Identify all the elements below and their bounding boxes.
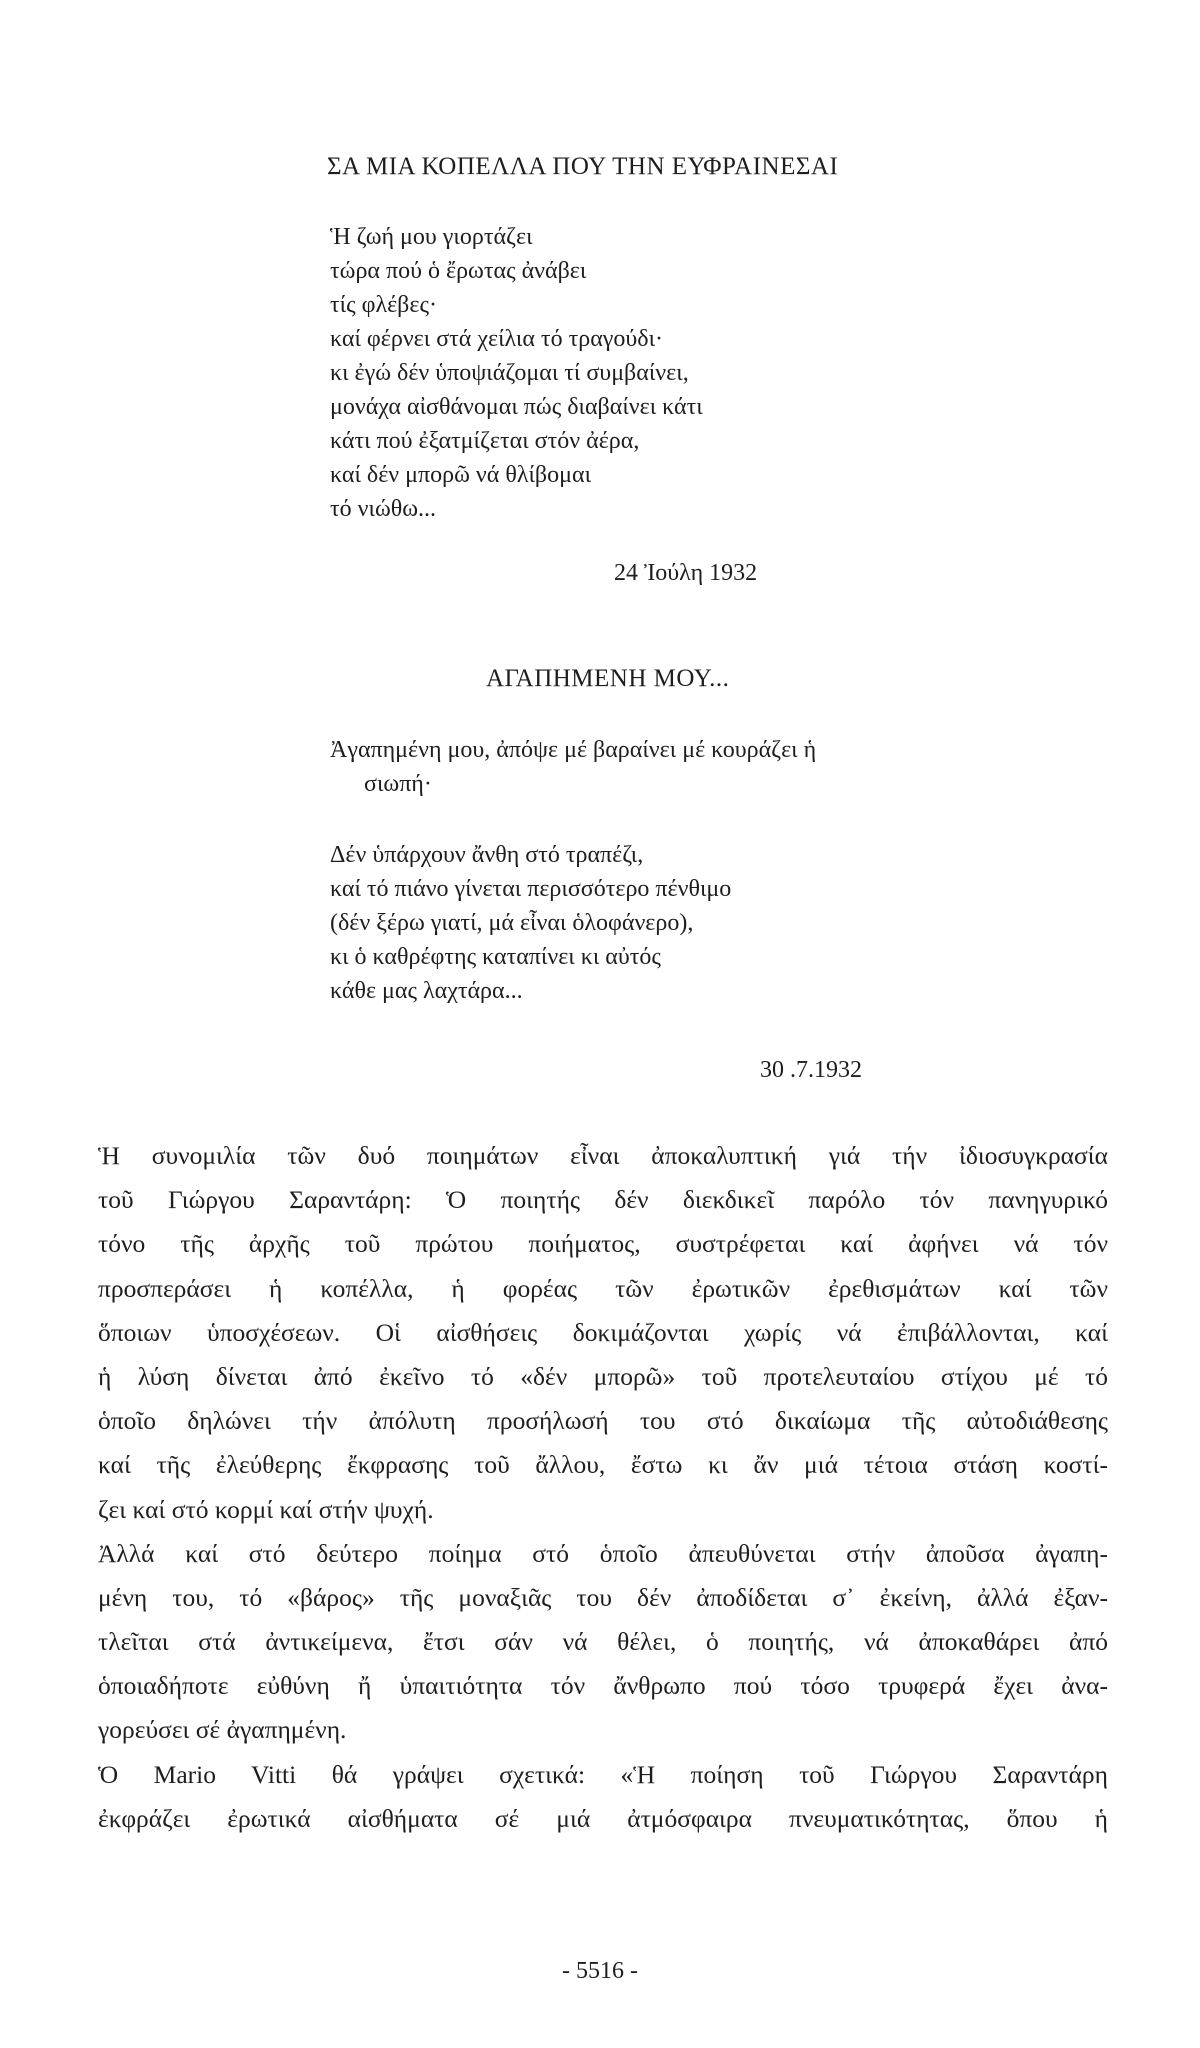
verse-line: κι ἐγώ δέν ὑποψιάζομαι τί συμβαίνει, <box>330 360 689 386</box>
prose-line: τλεῖται στά ἀντικείμενα, ἔτσι σάν νά θέλει, ὁ ποιητής, νά ἀποκαθάρει ἀπό <box>98 1627 1108 1657</box>
verse-line: μονάχα αἰσθάνομαι πώς διαβαίνει κάτι <box>330 394 703 420</box>
prose-line: μένη του, τό «βάρος» τῆς μοναξιᾶς του δέν ἀποδίδεται σ᾽ ἐκείνη, ἀλλά ἐξαν- <box>98 1582 1108 1612</box>
verse-line: καί τό πιάνο γίνεται περισσότερο πένθιμο <box>330 876 732 902</box>
verse-line: κάτι πού ἐξατμίζεται στόν ἀέρα, <box>330 428 640 454</box>
prose-line: Ὁ Mario Vitti θά γράψει σχετικά: «Ἡ ποίηση τοῦ Γιώργου Σαραντάρη <box>98 1759 1108 1789</box>
verse-line: κι ὁ καθρέφτης καταπίνει κι αὐτός <box>330 944 661 970</box>
poem1-title: ΣΑ ΜΙΑ ΚΟΠΕΛΛΑ ΠΟΥ ΤΗΝ ΕΥΦΡΑΙΝΕΣΑΙ <box>327 153 839 180</box>
poem2-stanza <box>330 838 731 1008</box>
prose-line: ἡ λύση δίνεται ἀπό ἐκεῖνο τό «δέν μπορῶ» τοῦ προτελευταίου στίχου μέ τό <box>98 1361 1108 1391</box>
prose-line: καί τῆς ἐλεύθερης ἔκφρασης τοῦ ἄλλου, ἔστω κι ἄν μιά τέτοια στάση κοστί- <box>98 1450 1108 1480</box>
prose-line: ἐκφράζει ἐρωτικά αἰσθήματα σέ μιά ἀτμόσφαιρα πνευματικότητας, ὅπου ἡ <box>98 1803 1108 1833</box>
poem1-verse <box>330 220 703 526</box>
verse-line: κάθε μας λαχτάρα... <box>330 978 523 1004</box>
prose-line: ζει καί στό κορμί καί στήν ψυχή. <box>98 1494 434 1524</box>
prose-line: ὅποιων ὑποσχέσεων. Οἱ αἰσθήσεις δοκιμάζονται χωρίς νά ἐπιβάλλονται, καί <box>98 1317 1108 1347</box>
prose-line: Ἀλλά καί στό δεύτερο ποίημα στό ὁποῖο ἀπευθύνεται στήν ἀποῦσα ἀγαπη- <box>98 1538 1108 1568</box>
verse-line: Ἡ ζωή μου γιορτάζει <box>330 224 533 250</box>
poem2-opening <box>330 733 816 801</box>
prose-line: ὁποιαδήποτε εὐθύνη ἤ ὑπαιτιότητα τόν ἄνθρωπο πού τόσο τρυφερά ἔχει ἀνα- <box>98 1671 1108 1701</box>
verse-line: τώρα πού ὁ ἔρωτας ἀνάβει <box>330 258 587 284</box>
poem2-title: ΑΓΑΠΗΜΕΝΗ ΜΟΥ... <box>486 665 730 692</box>
page-number: - 5516 - <box>562 1958 638 1984</box>
verse-line: Δέν ὑπάρχουν ἄνθη στό τραπέζι, <box>330 842 644 868</box>
verse-line: σιωπή· <box>364 771 432 797</box>
poem1-date: 24 Ἰούλη 1932 <box>614 560 758 586</box>
verse-line: (δέν ξέρω γιατί, μά εἶναι ὁλοφάνερο), <box>330 910 694 936</box>
verse-line: Ἀγαπημένη μου, ἀπόψε μέ βαραίνει μέ κουράζει ἡ <box>330 737 817 763</box>
prose-line: προσπεράσει ἡ κοπέλλα, ἡ φορέας τῶν ἐρωτικῶν ἐρεθισμάτων καί τῶν <box>98 1273 1108 1303</box>
verse-line: τό νιώθω... <box>330 496 437 522</box>
prose-line: τοῦ Γιώργου Σαραντάρη: Ὁ ποιητής δέν διεκδικεῖ παρόλο τόν πανηγυρικό <box>98 1185 1108 1215</box>
verse-line: καί φέρνει στά χείλια τό τραγούδι· <box>330 326 664 352</box>
prose-line: τόνο τῆς ἀρχῆς τοῦ πρώτου ποιήματος, συστρέφεται καί ἀφήνει νά τόν <box>98 1229 1108 1259</box>
commentary-text <box>98 1134 1108 1841</box>
verse-line: τίς φλέβες· <box>330 292 437 318</box>
verse-line: καί δέν μπορῶ νά θλίβομαι <box>330 462 592 488</box>
prose-line: γορεύσει σέ ἀγαπημένη. <box>98 1715 347 1745</box>
prose-line: ὁποῖο δηλώνει τήν ἀπόλυτη προσήλωσή του στό δικαίωμα τῆς αὐτοδιάθεσης <box>98 1406 1108 1436</box>
poem2-date: 30 .7.1932 <box>760 1057 862 1083</box>
prose-line: Ἡ συνομιλία τῶν δυό ποιημάτων εἶναι ἀποκαλυπτική γιά τήν ἰδιοσυγκρασία <box>98 1141 1108 1170</box>
